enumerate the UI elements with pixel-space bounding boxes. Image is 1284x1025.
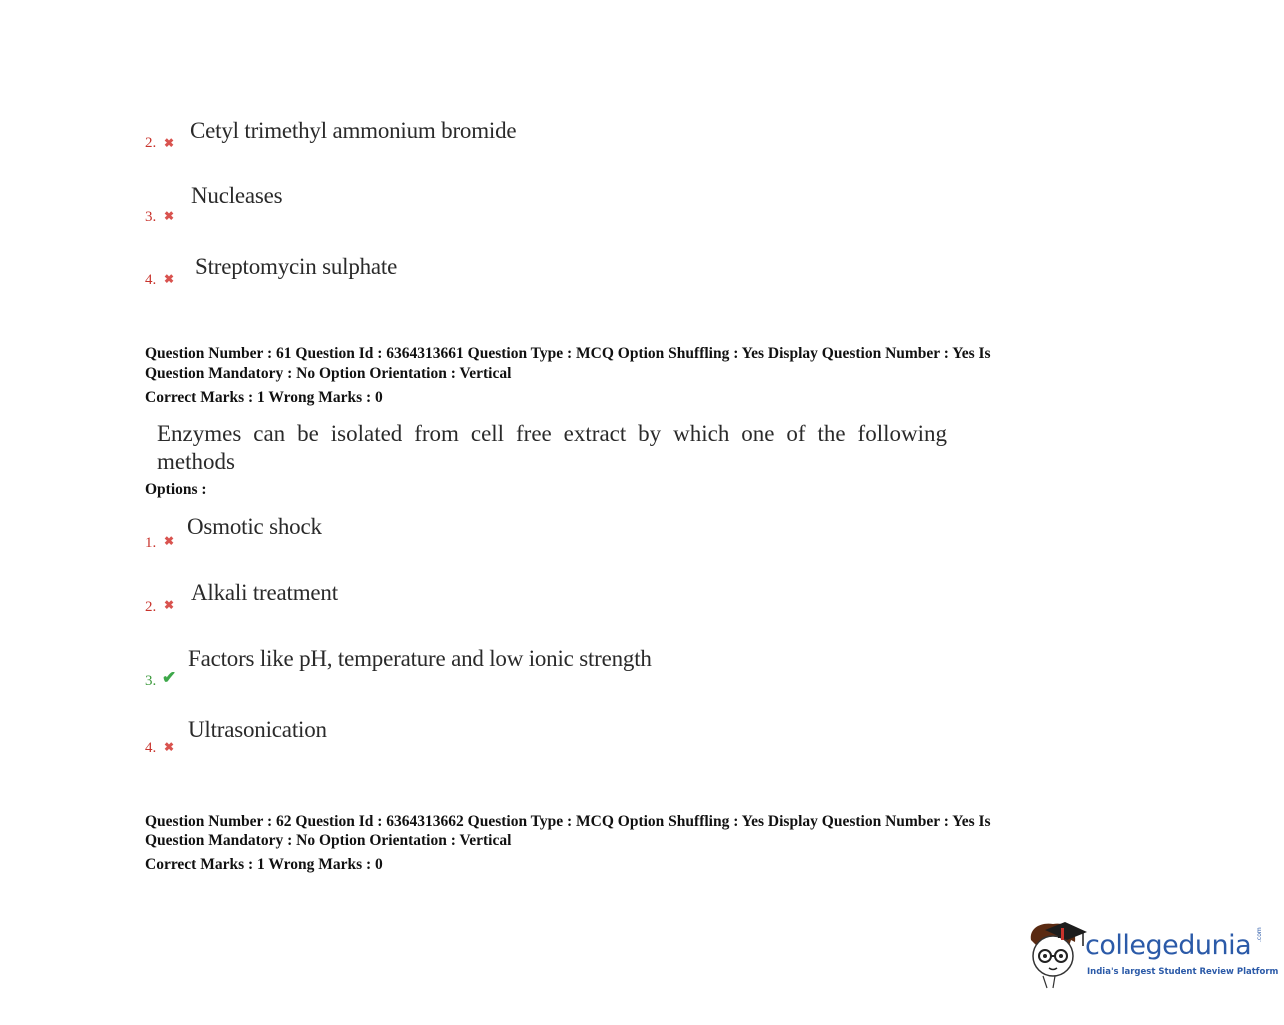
question-meta: Question Mandatory : No Option Orientation : Vertical	[145, 832, 512, 849]
wrong-icon: ✖	[164, 136, 175, 150]
question-meta: Question Mandatory : No Option Orientation : Vertical	[145, 365, 512, 382]
collegedunia-logo	[1025, 918, 1279, 990]
option-number: 3.	[145, 673, 157, 689]
question-marks: Correct Marks : 1 Wrong Marks : 0	[145, 389, 383, 406]
option-number: 4.	[145, 272, 157, 288]
wrong-icon: ✖	[164, 598, 175, 612]
question-text: Enzymes can be isolated from cell free extract by which one of the following methods	[157, 421, 947, 474]
brand-name: collegedunia	[1085, 930, 1252, 961]
wrong-icon: ✖	[164, 209, 175, 223]
check-icon: ✔	[162, 668, 177, 687]
option-text: Nucleases	[191, 183, 283, 208]
wrong-icon: ✖	[164, 534, 175, 548]
option-number: 2.	[145, 599, 157, 615]
options-label: Options :	[145, 481, 207, 498]
option-number: 1.	[145, 535, 157, 551]
question-meta: Question Number : 61 Question Id : 6364313661 Question Type : MCQ Option Shuffling : Yes Display Question Number : Yes Is	[145, 345, 991, 362]
option-number: 4.	[145, 740, 157, 756]
question-marks: Correct Marks : 1 Wrong Marks : 0	[145, 856, 383, 873]
mascot-icon	[1025, 918, 1089, 990]
brand-domain: .com	[1256, 927, 1263, 942]
option-text: Alkali treatment	[191, 580, 338, 605]
option-text: Osmotic shock	[187, 514, 322, 539]
option-number: 2.	[145, 135, 157, 151]
question-meta: Question Number : 62 Question Id : 6364313662 Question Type : MCQ Option Shuffling : Yes Display Question Number : Yes Is	[145, 813, 991, 830]
wrong-icon: ✖	[164, 272, 175, 286]
option-text: Ultrasonication	[188, 717, 327, 742]
wrong-icon: ✖	[164, 740, 175, 754]
option-text: Factors like pH, temperature and low ionic strength	[188, 646, 652, 671]
option-number: 3.	[145, 209, 157, 225]
option-text: Streptomycin sulphate	[195, 254, 398, 279]
option-text: Cetyl trimethyl ammonium bromide	[190, 118, 517, 143]
brand-tagline: India's largest Student Review Platform	[1087, 967, 1279, 977]
